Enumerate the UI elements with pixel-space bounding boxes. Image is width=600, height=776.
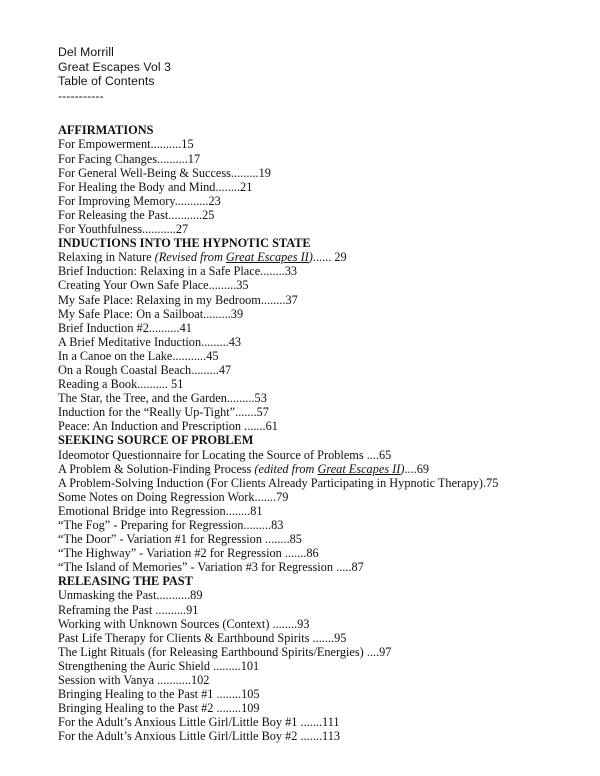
toc-entry [58,405,588,419]
entry-title: For Youthfulness...........27 [58,222,189,237]
toc-entry [58,687,588,701]
document-page [58,45,588,744]
toc-entry [58,448,588,462]
author-line: Del Morrill [58,45,114,59]
book-title: Great Escapes Vol 3 [58,59,172,74]
toc-entry [58,631,588,645]
toc-entry [58,715,588,729]
entry-title: Peace: An Induction and Prescription .......61 [58,419,278,434]
toc-entry [58,194,588,208]
toc-entry [58,504,588,518]
entry-title: For Releasing the Past...........25 [58,207,215,222]
toc-entry [58,137,588,151]
entry-title: Past Life Therapy for Clients & Earthbound Spirits .......95 [58,630,347,645]
toc-entry [58,729,588,743]
entry-page-number: ...... 29 [312,250,347,265]
toc-entry [58,490,588,504]
toc-entry [58,222,588,236]
entry-title: For Improving Memory...........23 [58,193,221,208]
entry-title: Strengthening the Auric Shield .........101 [58,658,260,673]
entry-source-note [155,250,313,264]
section-heading: AFFIRMATIONS [58,123,154,138]
entry-title: Reframing the Past ..........91 [58,602,199,617]
toc-entry [58,419,588,433]
entry-title: Working with Unknown Sources (Context) ........93 [58,616,310,631]
toc-entry [58,349,588,363]
note-book-reference: Great Escapes II [225,250,309,265]
note-prefix: (edited from [254,461,318,476]
entry-title: Brief Induction #2..........41 [58,320,192,335]
entry-title: Brief Induction: Relaxing in a Safe Place........33 [58,264,298,279]
entry-title: Unmasking the Past...........89 [58,588,203,603]
toc-entry [58,307,588,321]
toc-entry [58,166,588,180]
toc-entry [58,546,588,560]
toc-entry [58,588,588,602]
entry-title: “The Door” - Variation #1 for Regression ........85 [58,532,302,547]
entry-title: For the Adult’s Anxious Little Girl/Little Boy #1 .......111 [58,715,340,730]
entry-title: Emotional Bridge into Regression........81 [58,503,263,518]
toc-entry [58,264,588,278]
entry-title: Creating Your Own Safe Place.........35 [58,278,249,293]
toc-entry [58,532,588,546]
toc-entry [58,335,588,349]
entry-title: My Safe Place: Relaxing in my Bedroom........37 [58,292,298,307]
entry-title: For General Well-Being & Success.........19 [58,165,271,180]
toc-entry [58,208,588,222]
toc-entry [58,321,588,335]
entry-title: On a Rough Coastal Beach.........47 [58,362,232,377]
toc-entry [58,250,588,264]
toc-entry [58,673,588,687]
toc-entry [58,701,588,715]
entry-title: “The Highway” - Variation #2 for Regression .......86 [58,546,319,561]
entry-title: The Light Rituals (for Releasing Earthbound Spirits/Energies) ....97 [58,644,392,659]
note-prefix: (Revised from [154,250,226,265]
section-heading: SEEKING SOURCE OF PROBLEM [58,433,254,448]
section-heading: INDUCTIONS INTO THE HYPNOTIC STATE [58,236,311,251]
entry-title: A Problem & Solution-Finding Process [58,461,255,476]
toc-entry [58,180,588,194]
entry-title: “The Fog” - Preparing for Regression.........83 [58,518,284,532]
entry-title: For Empowerment..........15 [58,137,194,152]
entry-title: For Healing the Body and Mind........21 [58,179,253,194]
entry-title: For the Adult’s Anxious Little Girl/Little Boy #2 .......113 [58,729,341,744]
entry-title: Ideomotor Questionnaire for Locating the Source of Problems ....65 [58,447,392,462]
toc-entry [58,659,588,673]
note-book-reference: Great Escapes II [317,461,401,476]
entry-page-number: ....69 [404,461,430,476]
toc-entry [58,518,588,532]
toc-entry [58,377,588,391]
toc-entry [58,363,588,377]
toc-entry [58,645,588,659]
entry-title: A Brief Meditative Induction.........43 [58,334,242,349]
toc-entry [58,560,588,574]
toc-heading: Table of Contents [58,74,155,89]
toc-entry [58,603,588,617]
entry-source-note [254,462,404,476]
toc-entry [58,476,588,490]
entry-title: My Safe Place: On a Sailboat.........39 [58,306,244,321]
entry-title: Bringing Healing to the Past #1 ........105 [58,687,260,702]
toc-entry [58,293,588,307]
entry-title: Relaxing in Nature [58,250,155,265]
note-suffix: ) [400,461,405,476]
header-rule: ----------- [58,88,104,103]
entry-title: The Star, the Tree, and the Garden.........53 [58,391,267,406]
entry-title: Reading a Book.......... 51 [58,377,184,392]
entry-title: Induction for the “Really Up-Tight”.......57 [58,405,269,420]
entry-title: “The Island of Memories” - Variation #3 for Regression .....87 [58,560,364,575]
entry-title: In a Canoe on the Lake...........45 [58,348,219,363]
toc-entry [58,278,588,292]
toc-entry [58,391,588,405]
table-of-contents [58,123,588,743]
toc-entry [58,152,588,166]
entry-title: For Facing Changes..........17 [58,151,201,166]
toc-entry [58,617,588,631]
toc-entry [58,462,588,476]
entry-title: Bringing Healing to the Past #2 ........109 [58,701,260,716]
entry-title: Some Notes on Doing Regression Work.......79 [58,489,289,504]
note-suffix: ) [308,250,313,265]
entry-title: A Problem-Solving Induction (For Clients Already Participating in Hypnotic Therapy).75 [58,475,499,490]
entry-title: Session with Vanya ...........102 [58,673,210,688]
section-heading: RELEASING THE PAST [58,574,193,589]
